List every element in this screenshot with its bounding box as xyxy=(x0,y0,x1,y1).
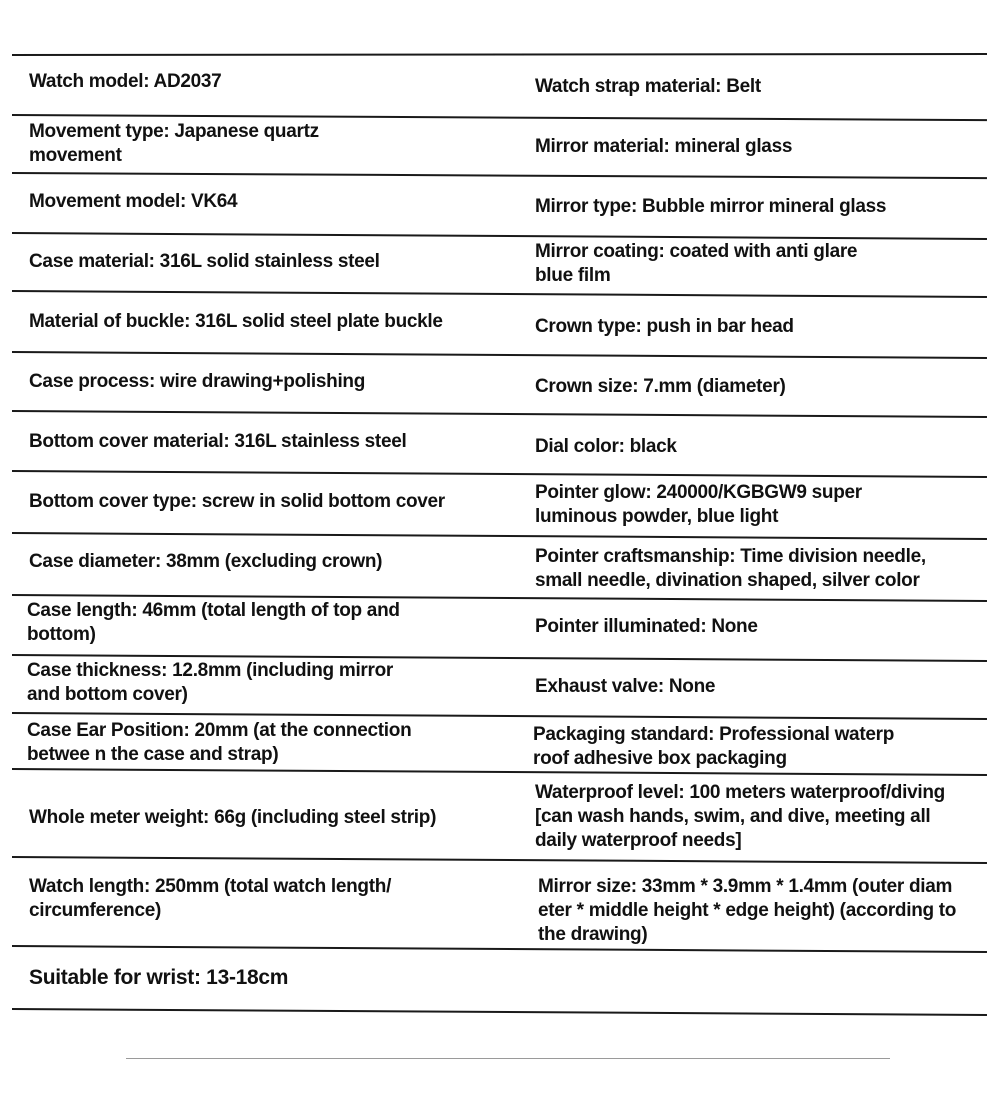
spec-watch-length: Watch length: 250mm (total watch length/ circumference) xyxy=(29,876,392,921)
row-divider xyxy=(12,1008,987,1016)
row-divider xyxy=(12,172,987,179)
spec-dial-color: Dial color: black xyxy=(535,436,677,457)
spec-case-material: Case material: 316L solid stainless steel xyxy=(29,251,380,272)
spec-case-length: Case length: 46mm (total length of top and bottom) xyxy=(27,600,400,645)
spec-crown-size: Crown size: 7.mm (diameter) xyxy=(535,376,786,397)
spec-bottom-cover-type: Bottom cover type: screw in solid bottom cover xyxy=(29,491,445,512)
spec-buckle-material: Material of buckle: 316L solid steel plate buckle xyxy=(29,311,443,332)
row-divider xyxy=(12,532,987,540)
row-divider xyxy=(12,470,987,478)
spec-watch-strap-material: Watch strap material: Belt xyxy=(535,76,761,97)
spec-bottom-cover-material: Bottom cover material: 316L stainless steel xyxy=(29,431,407,452)
spec-pointer-glow: Pointer glow: 240000/KGBGW9 super luminous powder, blue light xyxy=(535,482,862,527)
row-divider xyxy=(12,290,987,298)
spec-crown-type: Crown type: push in bar head xyxy=(535,316,794,337)
spec-whole-meter-weight: Whole meter weight: 66g (including steel strip) xyxy=(29,807,437,828)
row-divider xyxy=(12,232,987,240)
spec-waterproof-level: Waterproof level: 100 meters waterproof/diving [can wash hands, swim, and dive, meeting all daily waterproof needs] xyxy=(535,782,945,851)
spec-pointer-illuminated: Pointer illuminated: None xyxy=(535,616,758,637)
row-divider xyxy=(12,351,987,359)
spec-mirror-type: Mirror type: Bubble mirror mineral glass xyxy=(535,196,887,217)
spec-case-thickness: Case thickness: 12.8mm (including mirror and bottom cover) xyxy=(27,660,394,705)
spec-watch-model: Watch model: AD2037 xyxy=(29,71,222,92)
spec-case-process: Case process: wire drawing+polishing xyxy=(29,371,366,392)
spec-movement-type: Movement type: Japanese quartz movement xyxy=(29,121,319,166)
spec-mirror-coating: Mirror coating: coated with anti glare blue film xyxy=(535,241,858,286)
spec-case-ear-position: Case Ear Position: 20mm (at the connection betwee n the case and strap) xyxy=(27,720,412,765)
spec-suitable-wrist: Suitable for wrist: 13-18cm xyxy=(29,966,289,989)
footer-divider xyxy=(126,1058,890,1059)
spec-mirror-material: Mirror material: mineral glass xyxy=(535,136,793,157)
row-divider xyxy=(12,53,987,56)
spec-case-diameter: Case diameter: 38mm (excluding crown) xyxy=(29,551,383,572)
spec-pointer-craftsmanship: Pointer craftsmanship: Time division needle, small needle, divination shaped, silver color xyxy=(535,546,926,591)
spec-movement-model: Movement model: VK64 xyxy=(29,191,238,212)
row-divider xyxy=(12,410,987,418)
spec-packaging-standard: Packaging standard: Professional waterp roof adhesive box packaging xyxy=(533,724,895,769)
spec-exhaust-valve: Exhaust valve: None xyxy=(535,676,716,697)
spec-mirror-size: Mirror size: 33mm * 3.9mm * 1.4mm (outer diam eter * middle height * edge height) (according to the drawing) xyxy=(538,876,957,945)
row-divider xyxy=(12,856,987,864)
